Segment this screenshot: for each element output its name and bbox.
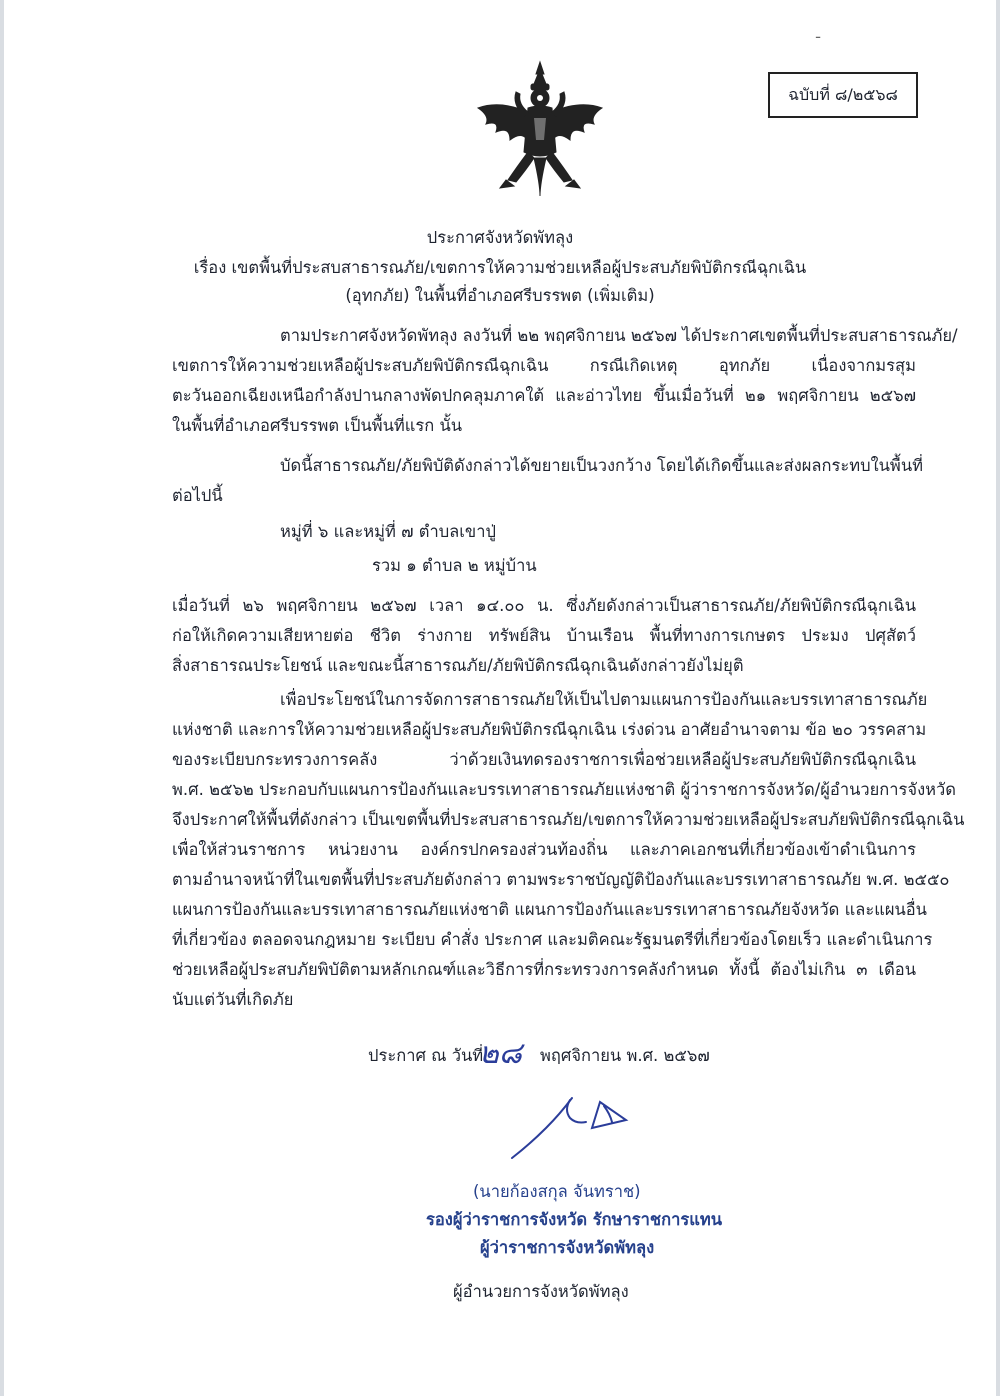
handwritten-signature (500, 1088, 660, 1168)
area-line: หมู่ที่ ๖ และหมู่ที่ ๗ ตำบลเขาปู่ (280, 522, 496, 541)
subject-line-1: เรื่อง เขตพื้นที่ประสบสาธารณภัย/เขตการให้ความช่วยเหลือผู้ประสบภัยพิบัติกรณีฉุกเฉิน (193, 258, 807, 277)
para4-line-2: แห่งชาติ และการให้ความช่วยเหลือผู้ประสบภัยพิบัติกรณีฉุกเฉิน เร่งด่วน อาศัยอำนาจตาม ข้อ ๒๐ วรรคสาม (172, 720, 927, 739)
signer-title-1: รองผู้ว่าราชการจังหวัด รักษาราชการแทน (426, 1210, 723, 1229)
para4-line-5: จึงประกาศให้พื้นที่ดังกล่าว เป็นเขตพื้นที่ประสบสาธารณภัย/เขตการให้ความช่วยเหลือผู้ประสบภัยพิบัติกรณีฉุกเฉิน (172, 810, 965, 829)
scan-mark: ـ (816, 26, 821, 42)
date-suffix: พฤศจิกายน พ.ศ. ๒๕๖๗ (540, 1046, 710, 1065)
para4-line-11: นับแต่วันที่เกิดภัย (172, 990, 294, 1009)
para2-line-1: บัดนี้สาธารณภัย/ภัยพิบัติดังกล่าวได้ขยายเป็นวงกว้าง โดยได้เกิดขึ้นและส่งผลกระทบในพื้นที่ (280, 456, 923, 475)
para4-line-1: เพื่อประโยชน์ในการจัดการสาธารณภัยให้เป็นไปตามแผนการป้องกันและบรรเทาสาธารณภัย (280, 690, 928, 709)
date-day-handwritten: ๒๘ (479, 1036, 522, 1071)
para1-line-1: ตามประกาศจังหวัดพัทลุง ลงวันที่ ๒๒ พฤศจิกายน ๒๕๖๗ ได้ประกาศเขตพื้นที่ประสบสาธารณภัย/ (280, 326, 958, 345)
signer-role: ผู้อำนวยการจังหวัดพัทลุง (453, 1282, 629, 1301)
para4-line-3: ของระเบียบกระทรวงการคลัง ว่าด้วยเงินทดรองราชการเพื่อช่วยเหลือผู้ประสบภัยพิบัติกรณีฉุกเฉิน (172, 750, 916, 769)
signer-title-2: ผู้ว่าราชการจังหวัดพัทลุง (480, 1238, 655, 1257)
para4-line-10: ช่วยเหลือผู้ประสบภัยพิบัติตามหลักเกณฑ์และวิธีการที่กระทรวงการคลังกำหนด ทั้งนี้ ต้องไม่เกิน ๓ เดือน (172, 960, 916, 979)
signer-name: (นายก้องสกุล จันทราช) (473, 1182, 641, 1201)
garuda-emblem-icon (470, 60, 610, 200)
page-edge-right (996, 0, 1000, 1396)
doc-number-box (768, 72, 918, 118)
para4-line-8: แผนการป้องกันและบรรเทาสาธารณภัยแห่งชาติ แผนการป้องกันและบรรเทาสาธารณภัยจังหวัด และแผนอื่น (172, 900, 927, 919)
page-title: ประกาศจังหวัดพัทลุง (426, 228, 574, 247)
para1-line-2: เขตการให้ความช่วยเหลือผู้ประสบภัยพิบัติกรณีฉุกเฉิน กรณีเกิดเหตุ อุทกภัย เนื่องจากมรสุม (172, 356, 916, 375)
para3-line-3: สิ่งสาธารณประโยชน์ และขณะนี้สาธารณภัย/ภัยพิบัติกรณีฉุกเฉินดังกล่าวยังไม่ยุติ (172, 656, 744, 675)
para2-line-2: ต่อไปนี้ (172, 486, 223, 505)
para3-line-2: ก่อให้เกิดความเสียหายต่อ ชีวิต ร่างกาย ทรัพย์สิน บ้านเรือน พื้นที่ทางการเกษตร ประมง ปศุสัตว์ (172, 626, 916, 645)
date-prefix: ประกาศ ณ วันที่ (368, 1046, 484, 1065)
para4-line-7: ตามอำนาจหน้าที่ในเขตพื้นที่ประสบภัยดังกล่าว ตามพระราชบัญญัติป้องกันและบรรเทาสาธารณภัย พ.ศ. ๒๕๕๐ (172, 870, 950, 889)
para4-line-6: เพื่อให้ส่วนราชการ หน่วยงาน องค์กรปกครองส่วนท้องถิ่น และภาคเอกชนที่เกี่ยวข้องเข้าดำเนินการ (172, 840, 916, 859)
doc-number: ฉบับที่ ๘/๒๕๖๘ (788, 84, 898, 104)
total-line: รวม ๑ ตำบล ๒ หมู่บ้าน (372, 556, 537, 575)
page-edge-left (0, 0, 4, 1396)
para1-line-4: ในพื้นที่อำเภอศรีบรรพต เป็นพื้นที่แรก นั้น (172, 416, 463, 435)
para4-line-4: พ.ศ. ๒๕๖๒ ประกอบกับแผนการป้องกันและบรรเทาสาธารณภัยแห่งชาติ ผู้ว่าราชการจังหวัด/ผู้อำนวยการจังหวัด (172, 780, 956, 799)
subject-line-2: (อุทกภัย) ในพื้นที่อำเภอศรีบรรพต (เพิ่มเติม) (345, 286, 655, 305)
para3-line-1: เมื่อวันที่ ๒๖ พฤศจิกายน ๒๕๖๗ เวลา ๑๔.๐๐ น. ซึ่งภัยดังกล่าวเป็นสาธารณภัย/ภัยพิบัติกรณีฉุกเฉิน (172, 596, 916, 615)
para4-line-9: ที่เกี่ยวข้อง ตลอดจนกฎหมาย ระเบียบ คำสั่ง ประกาศ และมติคณะรัฐมนตรีที่เกี่ยวข้องโดยเร็ว และดำเนินการ (172, 930, 933, 949)
para1-line-3: ตะวันออกเฉียงเหนือกำลังปานกลางพัดปกคลุมภาคใต้ และอ่าวไทย ขึ้นเมื่อวันที่ ๒๑ พฤศจิกายน ๒๕๖๗ (172, 386, 916, 405)
